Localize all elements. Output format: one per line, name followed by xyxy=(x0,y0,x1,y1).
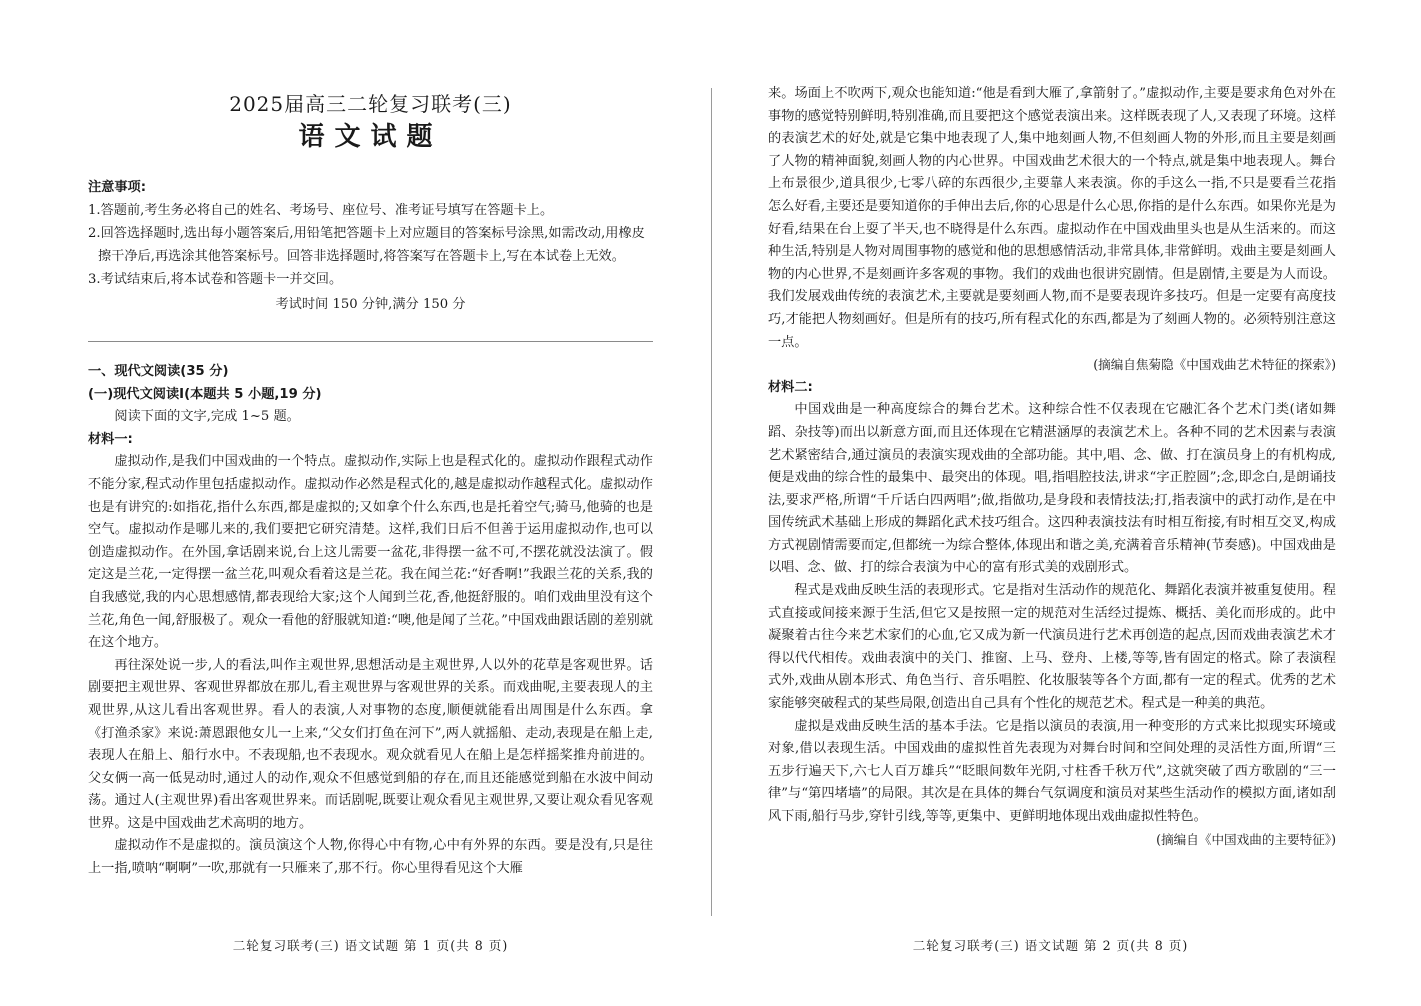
material-label: 材料一: xyxy=(88,431,133,447)
paragraph: 再往深处说一步,人的看法,叫作主观世界,思想活动是主观世界,人以外的花草是客观世界。话剧要把主观世界、客观世界都放在那儿,看主观世界与客观世界的关系。而戏曲呢,主要表现人的主观世界,从这儿看出客观世界。看人的表演,人对事物的态度,顺便就能看出周围是什么东西。拿《打渔杀家》来说:萧恩跟他女儿一上来,“父女们打鱼在河下”,两人就摇船、走动,表现是在船上走,表现人在船上、船行水中。不表现船,也不表现水。观众就看见人在船上是怎样摇桨推舟前进的。父女俩一高一低晃动时,通过人的动作,观众不但感觉到船的存在,而且还能感觉到船在水波中间动荡。通过人(主观世界)看出客观世界来。而话剧呢,既要让观众看见主观世界,又要让观众看见客观世界。这是中国戏曲艺术高明的地方。 xyxy=(88,657,653,831)
paragraph: 虚拟是戏曲反映生活的基本手法。它是指以演员的表演,用一种变形的方式来比拟现实环境或对象,借以表现生活。中国戏曲的虚拟性首先表现为对舞台时间和空间处理的灵活性方面,所谓“三五步行遍天下,六七人百万雄兵”“眨眼间数年光阴,寸柱香千秋万代”,这就突破了西方歌剧的“三一律”与“第四堵墙”的局限。其次是在具体的舞台气氛调度和演员对某些生活动作的模拟方面,诸如刮风下雨,船行马步,穿针引线,等等,更集中、更鲜明地体现出戏曲虚拟性特色。 xyxy=(768,718,1336,824)
divider-line xyxy=(88,341,653,342)
section-heading: 一、现代文阅读(35 分) xyxy=(88,364,229,379)
subject-title: 语文试题 xyxy=(298,122,443,152)
page-1 xyxy=(88,0,653,1006)
page-2 xyxy=(768,0,1336,1006)
exam-title: 2025届高三二轮复习联考(三) xyxy=(229,92,512,116)
source-citation: (摘编自《中国戏曲的主要特征》) xyxy=(1156,831,1336,847)
page-footer: 二轮复习联考(三) 语文试题 第 2 页(共 8 页) xyxy=(912,938,1189,953)
paragraph: 程式是戏曲反映生活的表现形式。它是指对生活动作的规范化、舞蹈化表演并被重复使用。程式直接或间接来源于生活,但它又是按照一定的规范对生活经过提炼、概括、美化而形成的。此中凝聚着古往今来艺术家们的心血,它又成为新一代演员进行艺术再创造的起点,因而戏曲表演艺术才得以代代相传。戏曲表演中的关门、推窗、上马、登舟、上楼,等等,皆有固定的格式。除了表演程式外,戏曲从剧本形式、角色当行、音乐唱腔、化妆服装等各个方面,都有一定的程式。优秀的艺术家能够突破程式的某些局限,创造出自己具有个性化的规范艺术。程式是一种美的典范。 xyxy=(768,583,1336,712)
notice-item: 3.考试结束后,将本试卷和答题卡一并交回。 xyxy=(88,272,343,287)
page-footer: 二轮复习联考(三) 语文试题 第 1 页(共 8 页) xyxy=(232,938,509,953)
reading-passage xyxy=(88,361,653,881)
notice-heading: 注意事项: xyxy=(88,180,147,195)
notice-item: 2.回答选择题时,选出每小题答案后,用铅笔把答题卡上对应题目的答案标号涂黑,如需改动,用橡皮擦干净后,再选涂其他答案标号。回答非选择题时,将答案写在答题卡上,写在本试卷上无效。 xyxy=(88,226,645,264)
notice-block xyxy=(88,176,653,316)
exam-time: 考试时间 150 分钟,满分 150 分 xyxy=(275,297,466,312)
subsection-heading: (一)现代文阅读Ⅰ(本题共 5 小题,19 分) xyxy=(88,386,322,402)
paragraph: 虚拟动作不是虚拟的。演员演这个人物,你得心中有物,心中有外界的东西。要是没有,只是往上一指,喷呐“啊啊”一吹,那就有一只雁来了,那不行。你心里得看见这个大雁 xyxy=(88,838,653,877)
reading-passage-continued xyxy=(768,83,1336,851)
page-divider xyxy=(711,88,712,916)
paragraph: 中国戏曲是一种高度综合的舞台艺术。这种综合性不仅表现在它融汇各个艺术门类(诸如舞蹈、杂技等)而出以新意方面,而且还体现在它精湛涵厚的表演艺术上。各种不同的艺术因素与表演艺术紧密结合,通过演员的表演实现戏曲的全部功能。其中,唱、念、做、打在演员身上的有机构成,便是戏曲的综合性的最集中、最突出的体现。唱,指唱腔技法,讲求“字正腔圆”;念,即念白,是朗诵技法,要求严格,所谓“千斤话白四两唱”;做,指做功,是身段和表情技法;打,指表演中的武打动作,是在中国传统武术基础上形成的舞蹈化武术技巧组合。这四种表演技法有时相互衔接,有时相互交叉,构成方式视剧情需要而定,但都统一为综合整体,体现出和谐之美,充满着音乐精神(节奏感)。中国戏曲是以唱、念、做、打的综合表演为中心的富有形式美的戏剧形式。 xyxy=(768,402,1336,576)
paragraph: 来。场面上不吹两下,观众也能知道:“他是看到大雁了,拿箭射了。”虚拟动作,主要是要求角色对外在事物的感觉特别鲜明,特别准确,而且要把这个感觉表演出来。这样既表现了人,又表现了环境。这样的表演艺术的好处,就是它集中地表现了人,集中地刻画人物,不但刻画人物的外形,而且主要是刻画了人物的精神面貌,刻画人物的内心世界。中国戏曲艺术很大的一个特点,就是集中地表现人。舞台上布景很少,道具很少,七零八碎的东西很少,主要靠人来表演。你的手这么一指,不只是要看兰花指怎么好看,主要还是要知道你的手伸出去后,你的心思是什么心思,你指的是什么东西。如果你光是为好看,结果在台上耍了半天,也不晓得是什么东西。虚拟动作在中国戏曲里头也是从生活来的。而这种生活,特别是人物对周围事物的感觉和他的思想感情活动,非常具体,非常鲜明。戏曲主要是刻画人物的内心世界,不是刻画许多客观的事物。我们的戏曲也很讲究剧情。但是剧情,主要是为人而设。我们发展戏曲传统的表演艺术,主要就是要刻画人物,而不是要表现许多技巧。但是一定要有高度技巧,才能把人物刻画好。但是所有的技巧,所有程式化的东西,都是为了刻画人物的。必须特别注意这一点。 xyxy=(768,86,1336,350)
paragraph: 虚拟动作,是我们中国戏曲的一个特点。虚拟动作,实际上也是程式化的。虚拟动作跟程式动作不能分家,程式动作里包括虚拟动作。虚拟动作必然是程式化的,越是虚拟动作越程式化。虚拟动作也是有讲究的:如指花,指什么东西,都是虚拟的;又如拿个什么东西,也是托着空气;骑马,他骑的也是空气。虚拟动作是哪儿来的,我们要把它研究清楚。这样,我们日后不但善于运用虚拟动作,也可以创造虚拟动作。在外国,拿话剧来说,台上这儿需要一盆花,非得摆一盆不可,不摆花就没法演了。假定这是兰花,一定得摆一盆兰花,叫观众看着这是兰花。我在闻兰花:“好香啊!”我跟兰花的关系,我的自我感觉,我的内心思想感情,都表现给大家;这个人闻到兰花,香,他挺舒服的。咱们戏曲里没有这个兰花,角色一闻,舒服极了。观众一看他的舒服就知道:“噢,他是闻了兰花。”中国戏曲跟话剧的差别就在这个地方。 xyxy=(88,454,653,651)
material-label: 材料二: xyxy=(768,379,813,395)
source-citation: (摘编自焦菊隐《中国戏曲艺术特征的探索》) xyxy=(1093,357,1336,373)
instruction: 阅读下面的文字,完成 1~5 题。 xyxy=(114,409,300,425)
notice-item: 1.答题前,考生务必将自己的姓名、考场号、座位号、准考证号填写在答题卡上。 xyxy=(88,203,554,218)
